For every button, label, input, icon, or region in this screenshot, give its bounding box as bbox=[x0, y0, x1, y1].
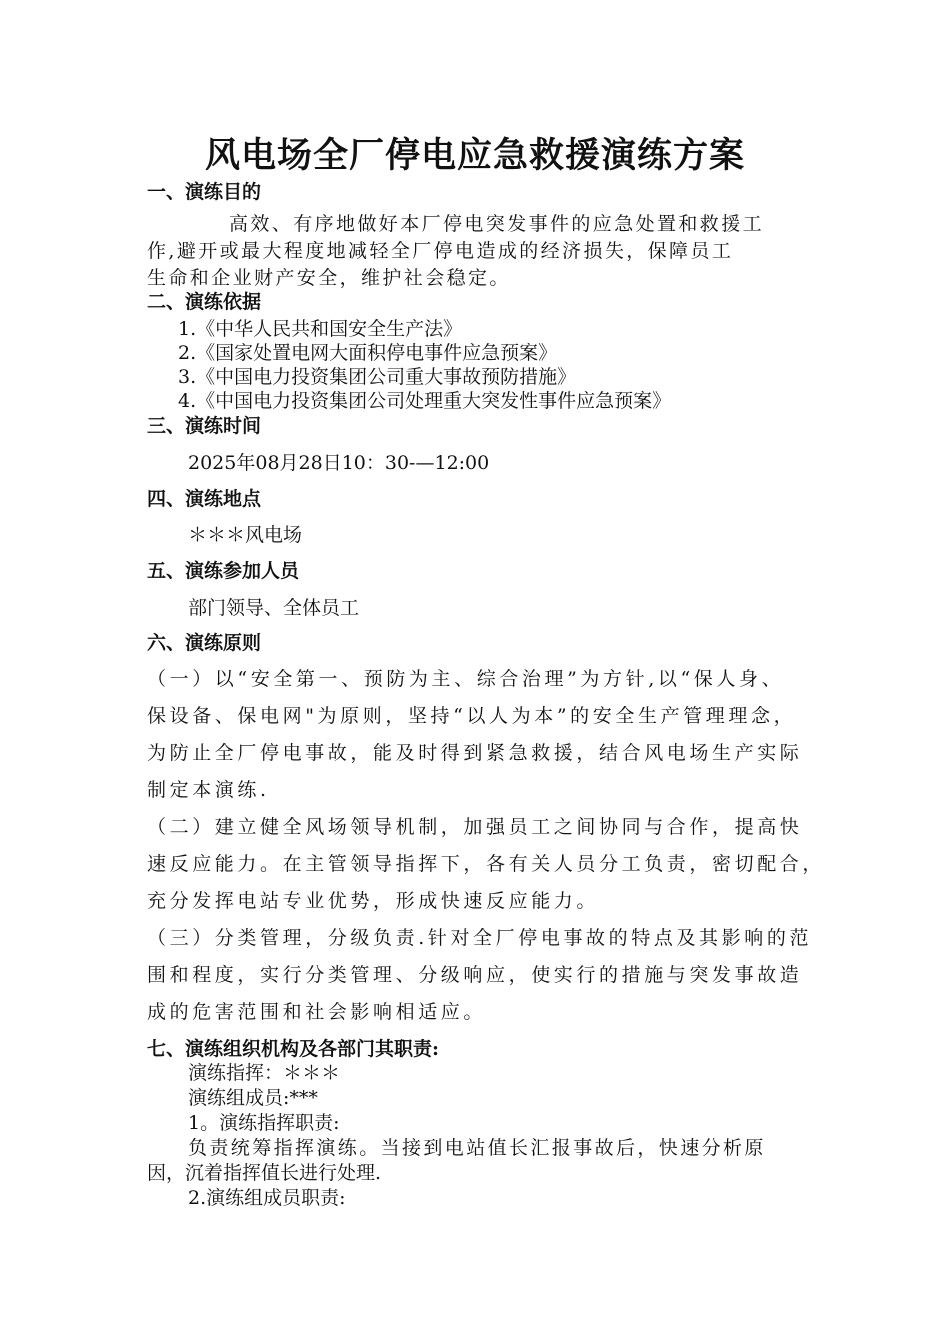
principle-line: （一）以“安全第一、预防为主、综合治理”为方针,以“保人身、 bbox=[147, 668, 785, 690]
principle-line: 保设备、保电网"为原则，坚持“以人为本”的安全生产管理理念， bbox=[147, 705, 797, 727]
section-5-heading: 五、演练参加人员 bbox=[147, 560, 300, 582]
section-1-heading: 一、演练目的 bbox=[147, 181, 262, 203]
duty-subheading: 1。演练指挥职责: bbox=[188, 1112, 340, 1134]
section-2-heading: 二、演练依据 bbox=[147, 291, 262, 313]
principle-line: 制定本演练. bbox=[147, 779, 270, 801]
drill-participants: 部门领导、全体员工 bbox=[188, 597, 360, 619]
reference-item: 2.《国家处置电网大面积停电事件应急预案》 bbox=[178, 342, 558, 364]
duty-line: 负责统筹指挥演练。当接到电站值长汇报事故后，快速分析原 bbox=[188, 1137, 766, 1159]
principle-line: 围和程度，实行分类管理、分级响应，使实行的措施与突发事故造 bbox=[147, 964, 803, 986]
reference-item: 3.《中国电力投资集团公司重大事故预防措施》 bbox=[178, 366, 577, 388]
principle-line: 速反应能力。在主管领导指挥下，各有关人员分工负责，密切配合， bbox=[147, 853, 826, 875]
section-1-line: 高效、有序地做好本厂停电突发事件的应急处置和救援工 bbox=[229, 213, 765, 235]
principle-line: （三）分类管理，分级负责.针对全厂停电事故的特点及其影响的范 bbox=[147, 927, 813, 949]
drill-time: 2025年08月28日10：30-—12:00 bbox=[188, 452, 490, 474]
reference-item: 4.《中国电力投资集团公司处理重大突发性事件应急预案》 bbox=[178, 390, 672, 412]
principle-line: （二）建立健全风场领导机制，加强员工之间协同与合作，提高快 bbox=[147, 816, 803, 838]
drill-location: ＊＊＊风电场 bbox=[188, 524, 303, 546]
drill-members: 演练组成员:*** bbox=[188, 1087, 318, 1109]
section-3-heading: 三、演练时间 bbox=[147, 415, 262, 437]
section-7-heading: 七、演练组织机构及各部门其职责: bbox=[147, 1038, 440, 1060]
section-6-heading: 六、演练原则 bbox=[147, 632, 262, 654]
section-4-heading: 四、演练地点 bbox=[147, 488, 262, 510]
duty-line: 因，沉着指挥值长进行处理. bbox=[147, 1162, 382, 1184]
section-1-line: 生命和企业财产安全，维护社会稳定。 bbox=[147, 267, 511, 289]
document-title: 风电场全厂停电应急救援演练方案 bbox=[204, 135, 745, 176]
section-1-line: 作,避开或最大程度地减轻全厂停电造成的经济损失，保障员工 bbox=[147, 240, 734, 262]
principle-line: 充分发挥电站专业优势，形成快速反应能力。 bbox=[147, 890, 600, 912]
duty-subheading: 2.演练组成员职责: bbox=[188, 1187, 346, 1209]
principle-line: 成的危害范围和社会影响相适应。 bbox=[147, 1001, 487, 1023]
drill-commander: 演练指挥：＊＊＊ bbox=[188, 1062, 341, 1084]
principle-line: 为防止全厂停电事故，能及时得到紧急救援，结合风电场生产实际 bbox=[147, 742, 803, 764]
reference-item: 1.《中华人民共和国安全生产法》 bbox=[178, 318, 463, 340]
